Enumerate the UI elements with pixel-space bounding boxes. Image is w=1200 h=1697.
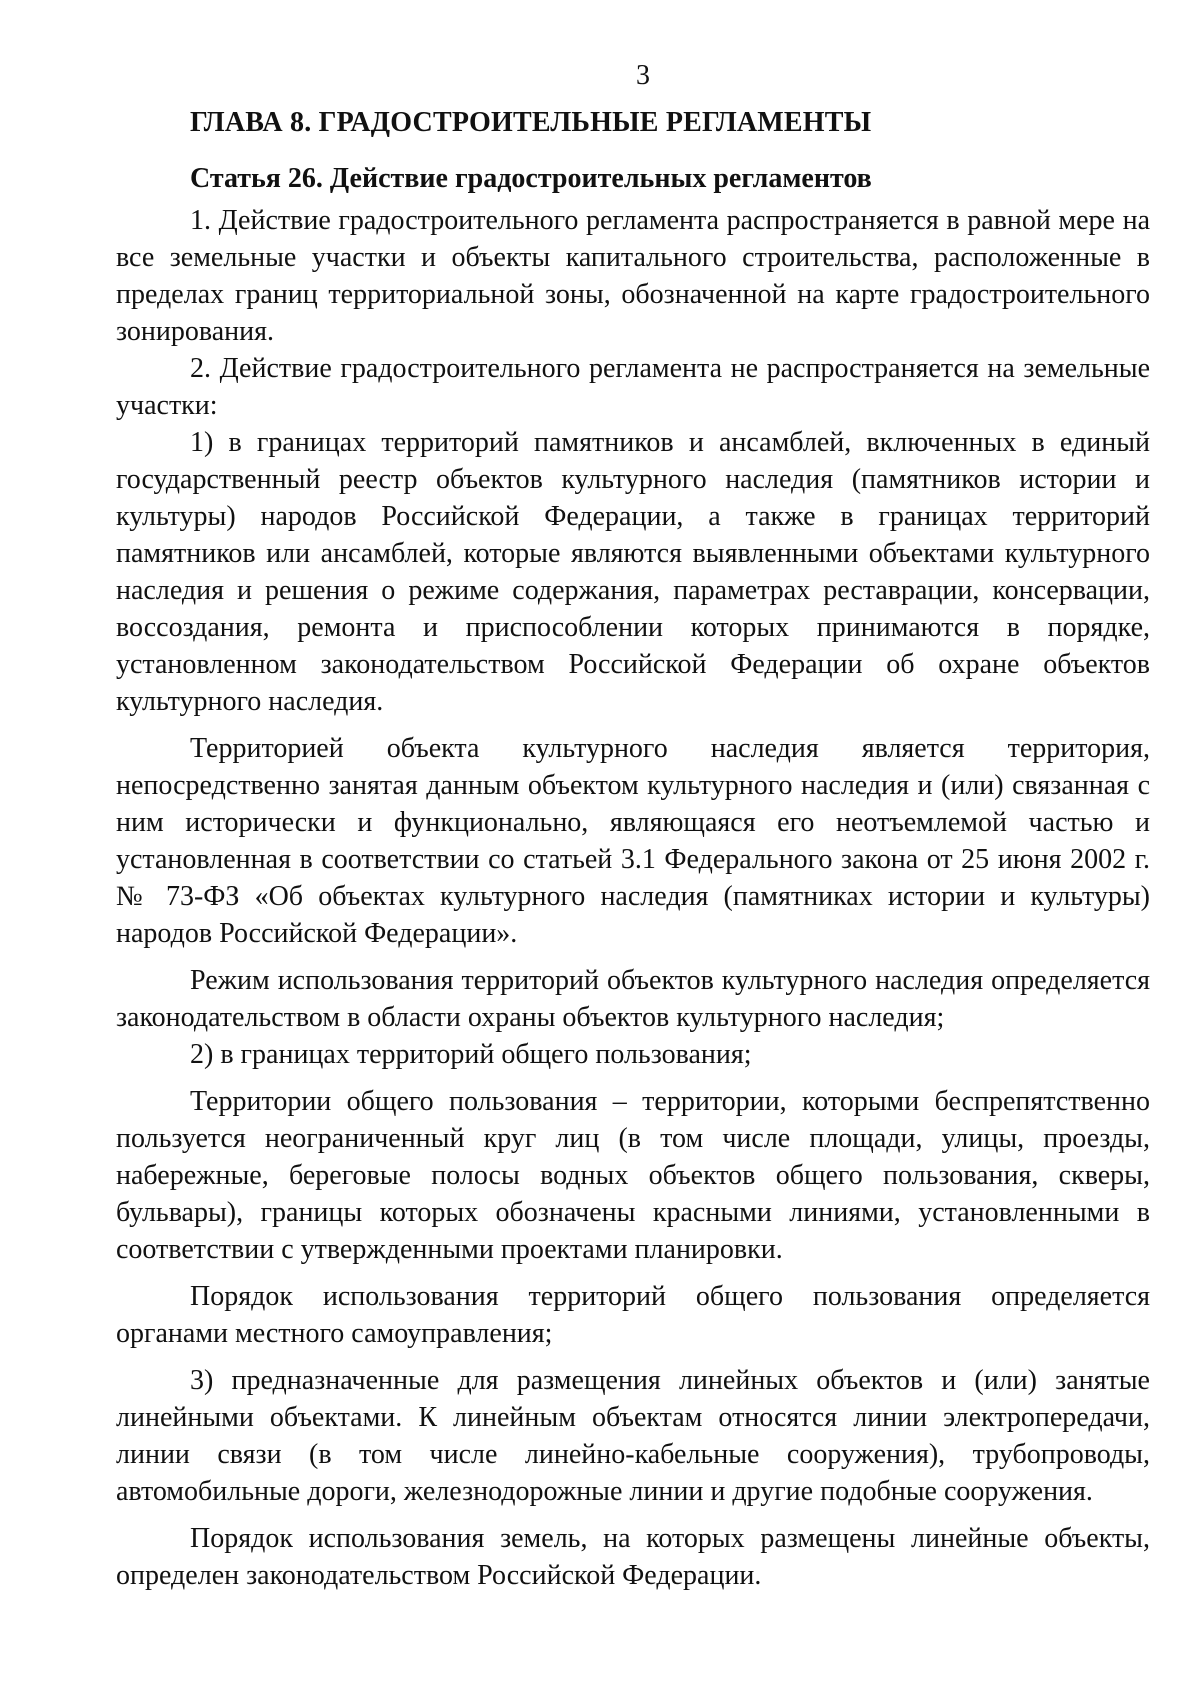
article-title: Статья 26. Действие градостроительных регламентов (190, 163, 872, 194)
paragraph-9: 3) предназначенные для размещения линейных объектов и (или) занятые линейными объектами. К линейным объектам относятся линии электропередачи, линии связи (в том числе линейно-кабельные сооружения), трубопроводы, автомобильные дороги, железнодорожные линии и другие подобные сооружения. (116, 1365, 1150, 1507)
chapter-title: ГЛАВА 8. ГРАДОСТРОИТЕЛЬНЫЕ РЕГЛАМЕНТЫ (190, 107, 872, 138)
paragraph-4: Территорией объекта культурного наследия является территория, непосредственно занятая данным объектом культурного наследия и (или) связанная с ним исторически и функционально, являющаяся его неотъемлемой частью и установленная в соответствии со статьей 3.1 Федерального закона от 25 июня 2002 г. № 73-ФЗ «Об объектах культурного наследия (памятниках истории и культуры) народов Российской Федерации». (116, 733, 1150, 949)
paragraph-5: Режим использования территорий объектов культурного наследия определяется законодательством в области охраны объектов культурного наследия; (116, 965, 1150, 1033)
paragraph-2: 2. Действие градостроительного регламента не распространяется на земельные участки: (116, 353, 1150, 421)
paragraph-3: 1) в границах территорий памятников и ансамблей, включенных в единый государственный реестр объектов культурного наследия (памятников истории и культуры) народов Российской Федерации, а также в границах территорий памятников или ансамблей, которые являются выявленными объектами культурного наследия и решения о режиме содержания, параметрах реставрации, консервации, воссоздания, ремонта и приспособлении которых принимаются в порядке, установленном законодательством Российской Федерации об охране объектов культурного наследия. (116, 427, 1150, 717)
paragraph-7: Территории общего пользования – территории, которыми беспрепятственно пользуется неограниченный круг лиц (в том числе площади, улицы, проезды, набережные, береговые полосы водных объектов общего пользования, скверы, бульвары), границы которых обозначены красными линиями, установленными в соответствии с утвержденными проектами планировки. (116, 1086, 1150, 1265)
paragraph-8: Порядок использования территорий общего пользования определяется органами местного самоуправления; (116, 1281, 1150, 1349)
paragraph-10: Порядок использования земель, на которых размещены линейные объекты, определен законодательством Российской Федерации. (116, 1523, 1150, 1591)
paragraph-1: 1. Действие градостроительного регламента распространяется в равной мере на все земельные участки и объекты капитального строительства, расположенные в пределах границ территориальной зоны, обозначенной на карте градостроительного зонирования. (116, 205, 1150, 347)
page-number: 3 (636, 60, 650, 91)
paragraph-6: 2) в границах территорий общего пользования; (190, 1039, 752, 1070)
